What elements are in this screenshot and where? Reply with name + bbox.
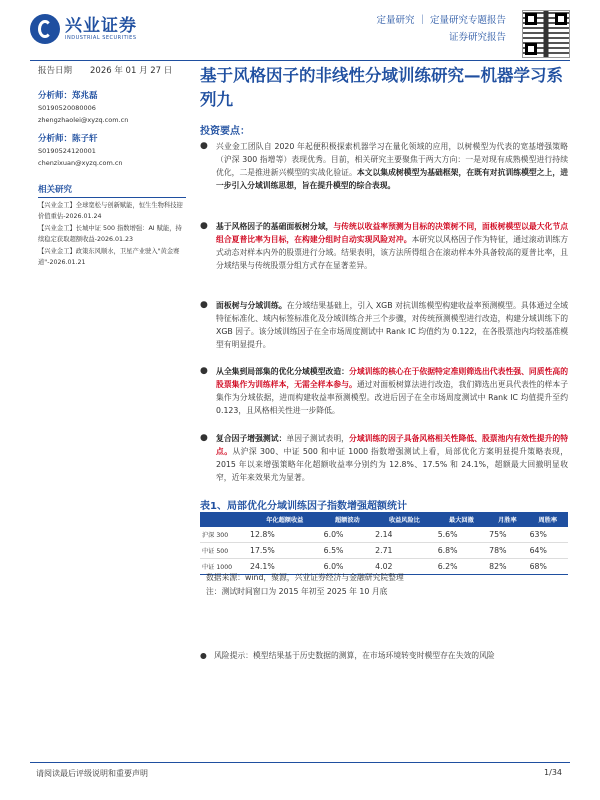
table-row: [200, 543, 568, 559]
related-item[interactable]: 【兴业金工】全球宽松与创新赋能，恒生生物科技迎价值重估-2026.01.24: [38, 202, 183, 220]
risk-text: 风险提示：模型结果基于历史数据的测算，在市场环境转变时模型存在失效的风险: [214, 651, 495, 660]
table-cell: 6.8%: [436, 543, 487, 559]
analyst-2: [38, 133, 123, 169]
logo-name-en: INDUSTRIAL SECURITIES: [65, 35, 137, 41]
bullet-icon: ●: [200, 433, 208, 443]
bullet-run: 本研究以风格因子作为特征，通过滚动训练方式动态对样本内外的股票进行分域。结果表明，该方法所得组合在滚动样本外具备较高的夏普比率，且分域结果与传统股票分组方式存在显著差异。: [216, 235, 569, 270]
bullet-text: [216, 432, 568, 484]
table-header-cell: 年化超额收益: [248, 512, 322, 527]
bullet-run: 面板树与分域训练。: [216, 301, 287, 310]
bullet-text: [216, 365, 568, 417]
header-divider: [30, 60, 570, 61]
page-number: 1/34: [544, 768, 562, 777]
bullet-run: 基于风格因子的基础面板树分域，: [216, 222, 334, 231]
report-type: [376, 12, 506, 46]
related-divider: [38, 197, 186, 198]
company-logo: [30, 14, 137, 44]
report-title: 基于风格因子的非线性分域训练研究—机器学习系列九: [200, 66, 563, 109]
table-cell: 6.5%: [322, 543, 373, 559]
bullet-3: [200, 365, 568, 417]
analyst-email[interactable]: chenzixuan@xyzq.com.cn: [38, 159, 123, 167]
table-cell: 12.8%: [248, 527, 322, 543]
table-note: 注：测试时间窗口为 2015 年初至 2025 年 10 月底: [206, 587, 388, 596]
analyst-name: 分析师：陈子轩: [38, 134, 98, 144]
table-header-cell: 超额波动: [322, 512, 373, 527]
table-cell: 2.71: [373, 543, 436, 559]
risk-warning: [200, 650, 495, 661]
related-research-title: 相关研究: [38, 185, 73, 195]
analyst-name: 分析师：郑兆磊: [38, 91, 98, 101]
bullet-run: 单因子测试表明，: [286, 434, 349, 443]
logo-name: 兴业证券: [65, 16, 137, 36]
report-kind: 证券研究报告: [448, 32, 506, 43]
table-cell: 75%: [487, 527, 527, 543]
report-date-label: 报告日期: [38, 66, 73, 76]
analyst-1: [38, 90, 128, 126]
bullet-run: 分域训练的因子具备风格相关性降低、股票池内有效性提升的特点。: [216, 434, 569, 456]
bullet-0: [200, 140, 568, 192]
bullet-run: 兴业金工团队自 2020 年起便积极探索机器学习在量化领域的应用，以树模型为代表的宽基增强策略（沪深 300 指增等）表现优秀。目前，相关研究主要聚焦于两大方向：一是对现有成熟模型进行持续优化，二是推进新兴模型的实战化验证。: [216, 142, 568, 177]
bullet-run: 在分域结果基础上，引入 XGB 对抗训练模型构建收益率预测模型。具体通过全域特征标准化、域内标签标准化及分域训练合并三个步骤，对传统预测模型进行改造，构建分域训练下的 XGB 因子。该分域训练因子在全市场周度测试中 Rank IC 均值约为 0.122，在各股票池内均较基准模型有明显提升。: [216, 301, 569, 349]
analyst-cert: S0190524120001: [38, 147, 96, 155]
bullet-run: 从沪深 300、中证 500 和中证 1000 指数增强测试上看，局部优化方案明显提升策略表现，2015 年以来增强策略年化超额收益率分别约为 12.8%、17.5% 和 24.1%，超额最大回撤明显收窄，近年来效果尤为显著。: [216, 447, 568, 482]
table-header-cell: 周胜率: [528, 512, 568, 527]
table-header-cell: [200, 512, 248, 527]
analyst-email[interactable]: zhengzhaolei@xyzq.com.cn: [38, 116, 129, 124]
analyst-cert: S0190520080006: [38, 104, 96, 112]
bullet-icon: ●: [200, 651, 207, 660]
bullet-icon: ●: [200, 221, 208, 231]
bullet-icon: ●: [200, 141, 208, 151]
bullet-1: [200, 220, 568, 272]
bullet-text: [216, 299, 568, 351]
bullet-run: 与传统以收益率预测为目标的决策树不同，面板树模型以最大化节点组合夏普比率为目标，在构建分组时自动实现风险对冲。: [216, 222, 568, 244]
bullet-run: 本文以集成树模型为基础框架，在既有对抗训练模型之上，进一步引入分域训练思想，旨在提升模型的综合表现。: [216, 168, 568, 190]
bullet-4: [200, 432, 568, 484]
table-cell: 中证 1000: [200, 559, 248, 575]
table-cell: 中证 500: [200, 543, 248, 559]
table-cell: 64%: [528, 543, 568, 559]
logo-mark-icon: [30, 14, 60, 44]
table-header-cell: 最大回撤: [436, 512, 487, 527]
bullet-run: 分域训练的核心在于依据特定准则筛选出代表性强、同质性高的股票集作为训练样本，无需全样本参与。: [216, 367, 569, 389]
table-header-row: [200, 512, 568, 527]
bullet-2: [200, 299, 568, 351]
table-header-cell: 月胜率: [487, 512, 527, 527]
table-cell: 6.0%: [322, 527, 373, 543]
report-category: 定量研究 ｜ 定量研究专题报告: [376, 15, 506, 26]
table-cell: 沪深 300: [200, 527, 248, 543]
table-cell: 5.6%: [436, 527, 487, 543]
table-cell: 4.02: [373, 559, 436, 575]
bullet-text: [216, 220, 568, 272]
bullet-run: 从全集到局部集的优化分域模型改造：: [216, 367, 349, 376]
related-item[interactable]: 【兴业金工】长城中证 500 指数增强：AI 赋能，持续稳定获取超额收益-2026.01.23: [38, 225, 182, 243]
table-cell: 17.5%: [248, 543, 322, 559]
bullet-icon: ●: [200, 366, 208, 376]
table-title: 表1、局部优化分域训练因子指数增强超额统计: [200, 501, 407, 512]
table-cell: 6.0%: [322, 559, 373, 575]
report-date: [38, 64, 172, 76]
bullet-run: 复合因子增强测试：: [216, 434, 287, 443]
qr-code-icon: [522, 10, 570, 58]
bullet-run: 通过对面板树算法进行改造，我们筛选出更具代表性的样本子集作为分域依据，进而构建收益率预测模型。改进后因子在全市场周度测试中 Rank IC 均值提升至约 0.123，且风格相关性进一步降低。: [216, 380, 568, 415]
related-item[interactable]: 【兴业金工】政策东风顺水，卫星产业驶入"黄金赛道"-2026.01.21: [38, 248, 180, 266]
table-cell: 63%: [528, 527, 568, 543]
table-cell: 24.1%: [248, 559, 322, 575]
table-cell: 82%: [487, 559, 527, 575]
bullet-icon: ●: [200, 300, 208, 310]
table-cell: 6.2%: [436, 559, 487, 575]
table-source: 数据来源：wind，聚源，兴业证券经济与金融研究院整理: [206, 573, 404, 582]
table-cell: 68%: [528, 559, 568, 575]
table-row: [200, 527, 568, 543]
stats-table: [200, 512, 568, 575]
footer-disclaimer[interactable]: 请阅读最后评级说明和重要声明: [36, 769, 148, 778]
footer-divider: [30, 762, 570, 763]
table-cell: 78%: [487, 543, 527, 559]
related-research-list: [38, 200, 188, 269]
table-header-cell: 收益风险比: [373, 512, 436, 527]
bullet-text: [216, 140, 568, 192]
investment-heading: 投资要点：: [200, 126, 250, 137]
table-cell: 2.14: [373, 527, 436, 543]
report-date-value: 2026 年 01 月 27 日: [90, 66, 173, 76]
